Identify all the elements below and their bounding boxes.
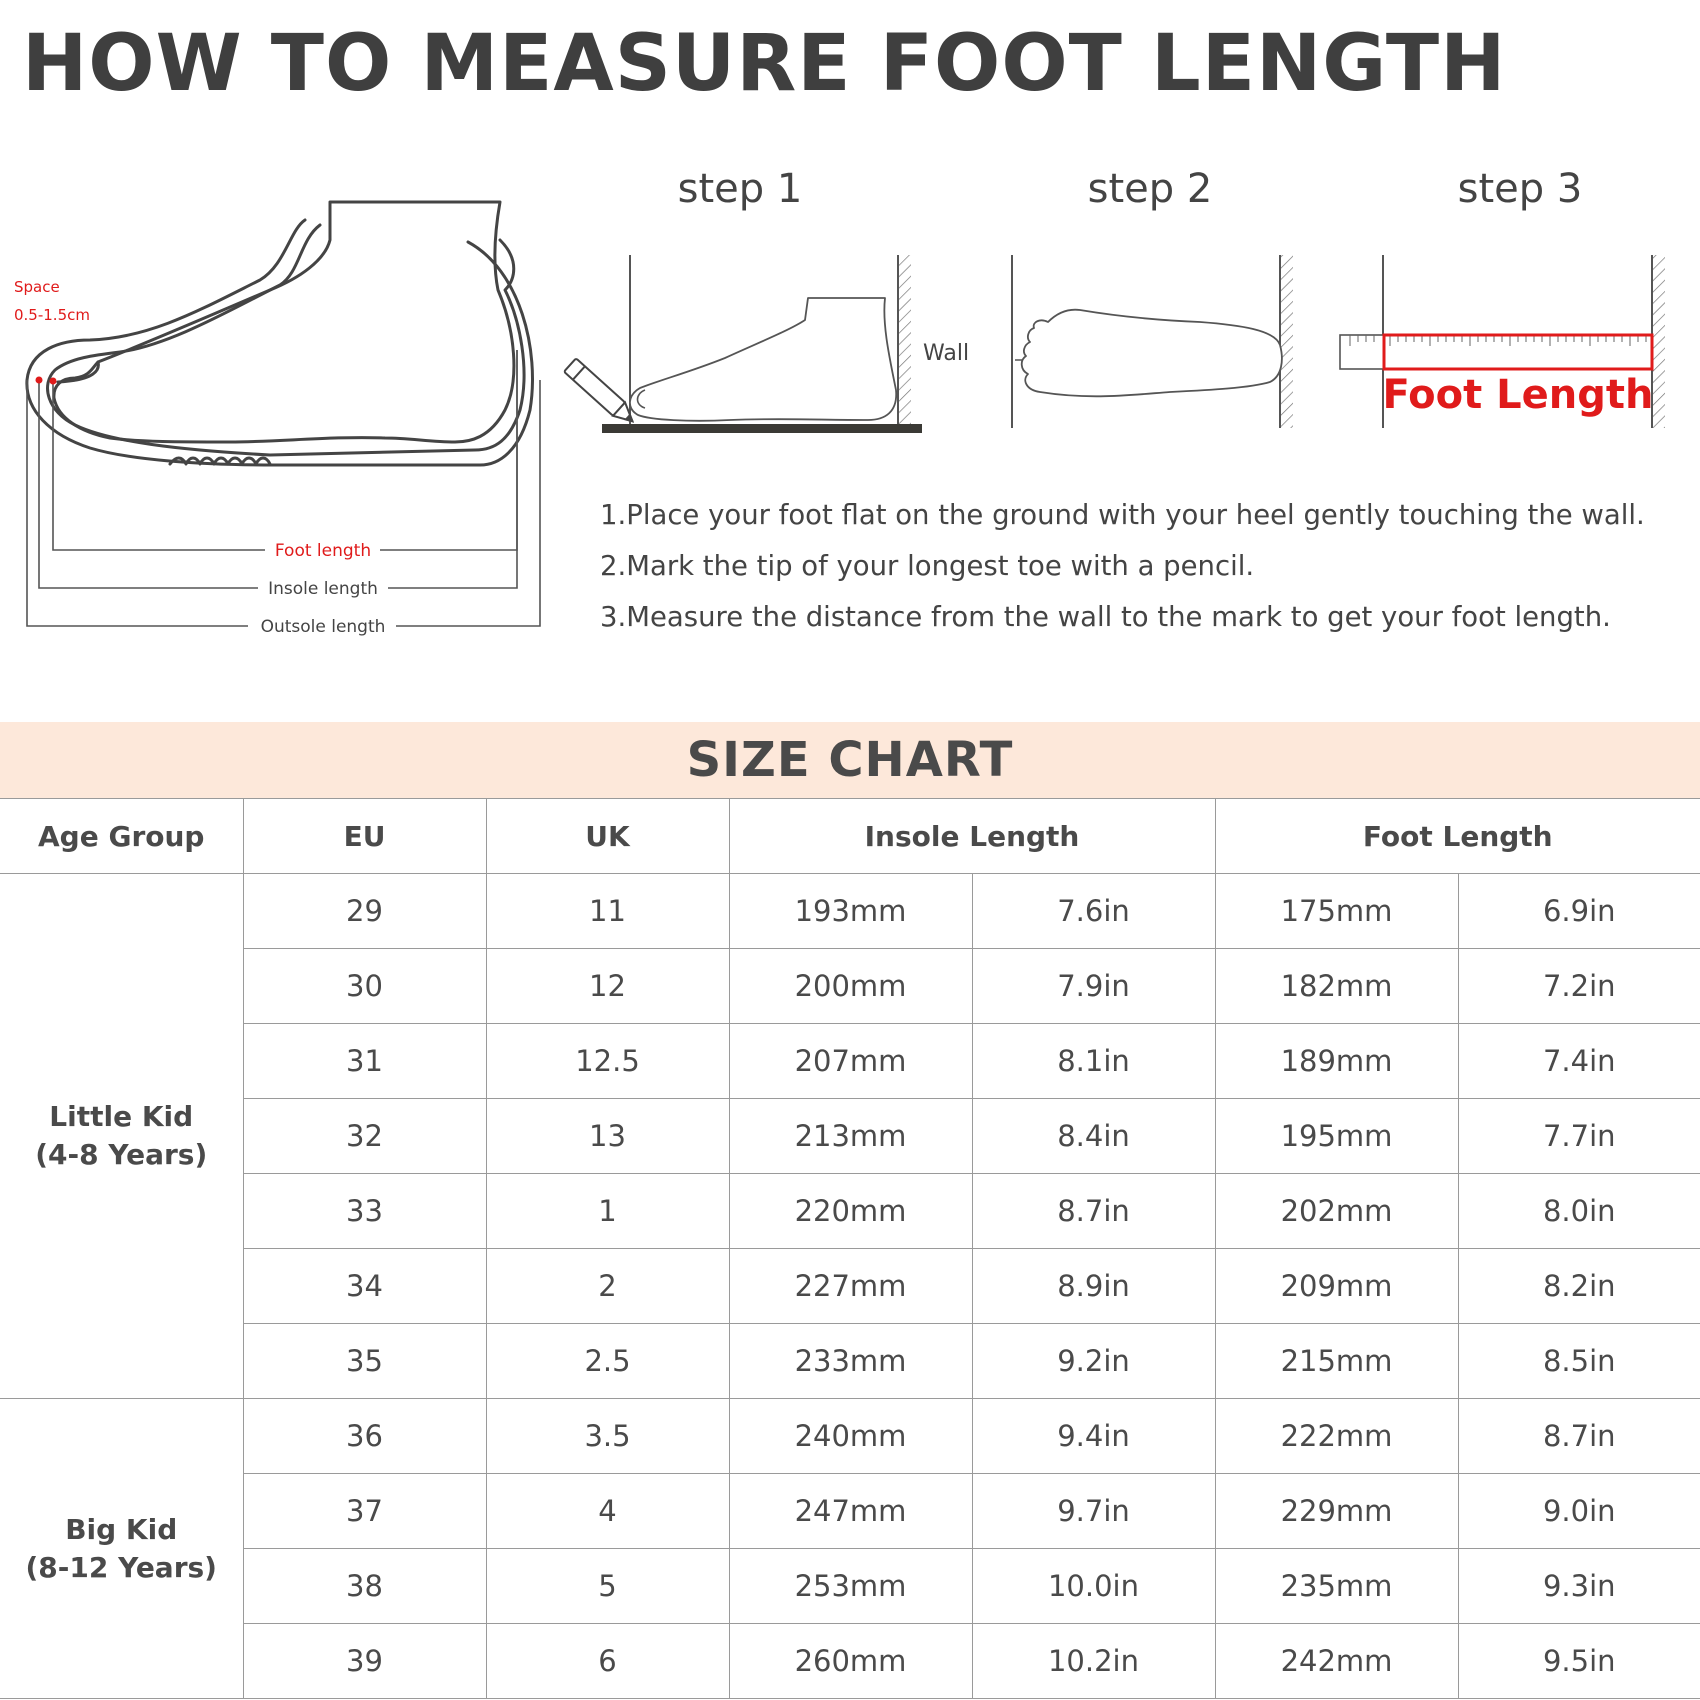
header-eu: EU [243, 799, 486, 874]
step-2-illustration [1012, 255, 1293, 428]
cell-uk: 12 [486, 949, 729, 1024]
foot-outline [54, 202, 514, 442]
cell-insole-mm: 200mm [729, 949, 972, 1024]
step-1-label: step 1 [677, 166, 803, 212]
cell-insole-in: 9.7in [972, 1474, 1215, 1549]
cell-foot-in: 8.2in [1458, 1249, 1700, 1324]
instruction-2: 2.Mark the tip of your longest toe with a pencil. [600, 550, 1255, 582]
cell-insole-in: 8.9in [972, 1249, 1215, 1324]
header-age-group: Age Group [0, 799, 243, 874]
step-2-label: step 2 [1087, 166, 1213, 212]
cell-uk: 12.5 [486, 1024, 729, 1099]
cell-insole-in: 8.7in [972, 1174, 1215, 1249]
table-row [0, 1174, 1700, 1249]
cell-uk: 13 [486, 1099, 729, 1174]
cell-uk: 2.5 [486, 1324, 729, 1399]
cell-foot-in: 9.3in [1458, 1549, 1700, 1624]
instructions-list [600, 490, 1645, 643]
cell-foot-mm: 229mm [1215, 1474, 1458, 1549]
cell-foot-mm: 209mm [1215, 1249, 1458, 1324]
cell-uk: 1 [486, 1174, 729, 1249]
cell-eu: 32 [243, 1099, 486, 1174]
cell-uk: 6 [486, 1624, 729, 1699]
cell-foot-mm: 182mm [1215, 949, 1458, 1024]
cell-insole-in: 10.2in [972, 1624, 1215, 1699]
cell-foot-in: 8.5in [1458, 1324, 1700, 1399]
cell-insole-mm: 207mm [729, 1024, 972, 1099]
foot-length-caption: Foot Length [1382, 372, 1654, 418]
space-value: 0.5-1.5cm [14, 306, 90, 324]
cell-insole-mm: 220mm [729, 1174, 972, 1249]
cell-insole-in: 9.4in [972, 1399, 1215, 1474]
wall-label: Wall [923, 341, 970, 366]
outsole-length-label: Outsole length [260, 617, 386, 637]
cell-insole-mm: 227mm [729, 1249, 972, 1324]
page-title: HOW TO MEASURE FOOT LENGTH [22, 19, 1507, 109]
cell-foot-mm: 242mm [1215, 1624, 1458, 1699]
cell-eu: 29 [243, 874, 486, 949]
age-group-range: (4-8 Years) [35, 1138, 208, 1171]
header-foot-length: Foot Length [1215, 799, 1700, 874]
cell-insole-in: 7.6in [972, 874, 1215, 949]
steps-illustration [550, 150, 1690, 440]
cell-eu: 36 [243, 1399, 486, 1474]
insole-outline [48, 225, 525, 455]
cell-foot-in: 7.7in [1458, 1099, 1700, 1174]
foot-length-label: Foot length [274, 541, 372, 561]
cell-eu: 33 [243, 1174, 486, 1249]
cell-foot-in: 7.2in [1458, 949, 1700, 1024]
size-chart-banner [0, 722, 1700, 798]
cell-foot-mm: 195mm [1215, 1099, 1458, 1174]
cell-uk: 4 [486, 1474, 729, 1549]
cell-foot-mm: 202mm [1215, 1174, 1458, 1249]
instruction-1: 1.Place your foot flat on the ground with your heel gently touching the wall. [600, 499, 1645, 531]
size-chart-table [0, 798, 1700, 1699]
cell-foot-mm: 189mm [1215, 1024, 1458, 1099]
cell-uk: 11 [486, 874, 729, 949]
table-row [0, 1474, 1700, 1549]
cell-eu: 35 [243, 1324, 486, 1399]
step-3-illustration [1340, 255, 1665, 428]
cell-foot-mm: 215mm [1215, 1324, 1458, 1399]
table-row [0, 1624, 1700, 1699]
cell-foot-in: 9.5in [1458, 1624, 1700, 1699]
cell-insole-in: 8.4in [972, 1099, 1215, 1174]
cell-insole-mm: 247mm [729, 1474, 972, 1549]
table-row [0, 1324, 1700, 1399]
cell-insole-mm: 260mm [729, 1624, 972, 1699]
cell-eu: 37 [243, 1474, 486, 1549]
table-row [0, 874, 1700, 949]
step-3-label: step 3 [1457, 166, 1583, 212]
age-group-name: Big Kid [65, 1512, 178, 1546]
cell-uk: 3.5 [486, 1399, 729, 1474]
cell-foot-in: 7.4in [1458, 1024, 1700, 1099]
cell-uk: 5 [486, 1549, 729, 1624]
foot-measurement-diagram [0, 180, 560, 650]
cell-insole-in: 7.9in [972, 949, 1215, 1024]
space-label: Space [14, 278, 60, 296]
cell-foot-in: 9.0in [1458, 1474, 1700, 1549]
table-row [0, 949, 1700, 1024]
cell-eu: 30 [243, 949, 486, 1024]
cell-foot-in: 6.9in [1458, 874, 1700, 949]
size-table-body [0, 874, 1700, 1699]
table-header-row [0, 799, 1700, 874]
age-group-cell [0, 1399, 243, 1699]
cell-insole-mm: 240mm [729, 1399, 972, 1474]
cell-insole-mm: 233mm [729, 1324, 972, 1399]
table-row [0, 1549, 1700, 1624]
age-group-cell [0, 874, 243, 1399]
instruction-3: 3.Measure the distance from the wall to the mark to get your foot length. [600, 601, 1611, 633]
header-uk: UK [486, 799, 729, 874]
cell-insole-mm: 193mm [729, 874, 972, 949]
age-group-range: (8-12 Years) [25, 1550, 217, 1584]
cell-insole-in: 10.0in [972, 1549, 1215, 1624]
cell-foot-in: 8.7in [1458, 1399, 1700, 1474]
table-row [0, 1024, 1700, 1099]
table-row [0, 1249, 1700, 1324]
cell-foot-mm: 222mm [1215, 1399, 1458, 1474]
cell-foot-in: 8.0in [1458, 1174, 1700, 1249]
cell-insole-in: 8.1in [972, 1024, 1215, 1099]
cell-eu: 34 [243, 1249, 486, 1324]
table-row [0, 1399, 1700, 1474]
cell-insole-in: 9.2in [972, 1324, 1215, 1399]
cell-eu: 31 [243, 1024, 486, 1099]
table-row [0, 1099, 1700, 1174]
header-insole-length: Insole Length [729, 799, 1215, 874]
outsole-outline [27, 220, 533, 465]
cell-insole-mm: 213mm [729, 1099, 972, 1174]
cell-eu: 38 [243, 1549, 486, 1624]
cell-insole-mm: 253mm [729, 1549, 972, 1624]
step-1-illustration [564, 255, 969, 433]
cell-foot-mm: 235mm [1215, 1549, 1458, 1624]
size-chart-title: SIZE CHART [686, 732, 1014, 788]
cell-eu: 39 [243, 1624, 486, 1699]
age-group-name: Little Kid [49, 1100, 194, 1133]
cell-uk: 2 [486, 1249, 729, 1324]
insole-length-label: Insole length [268, 579, 378, 599]
cell-foot-mm: 175mm [1215, 874, 1458, 949]
